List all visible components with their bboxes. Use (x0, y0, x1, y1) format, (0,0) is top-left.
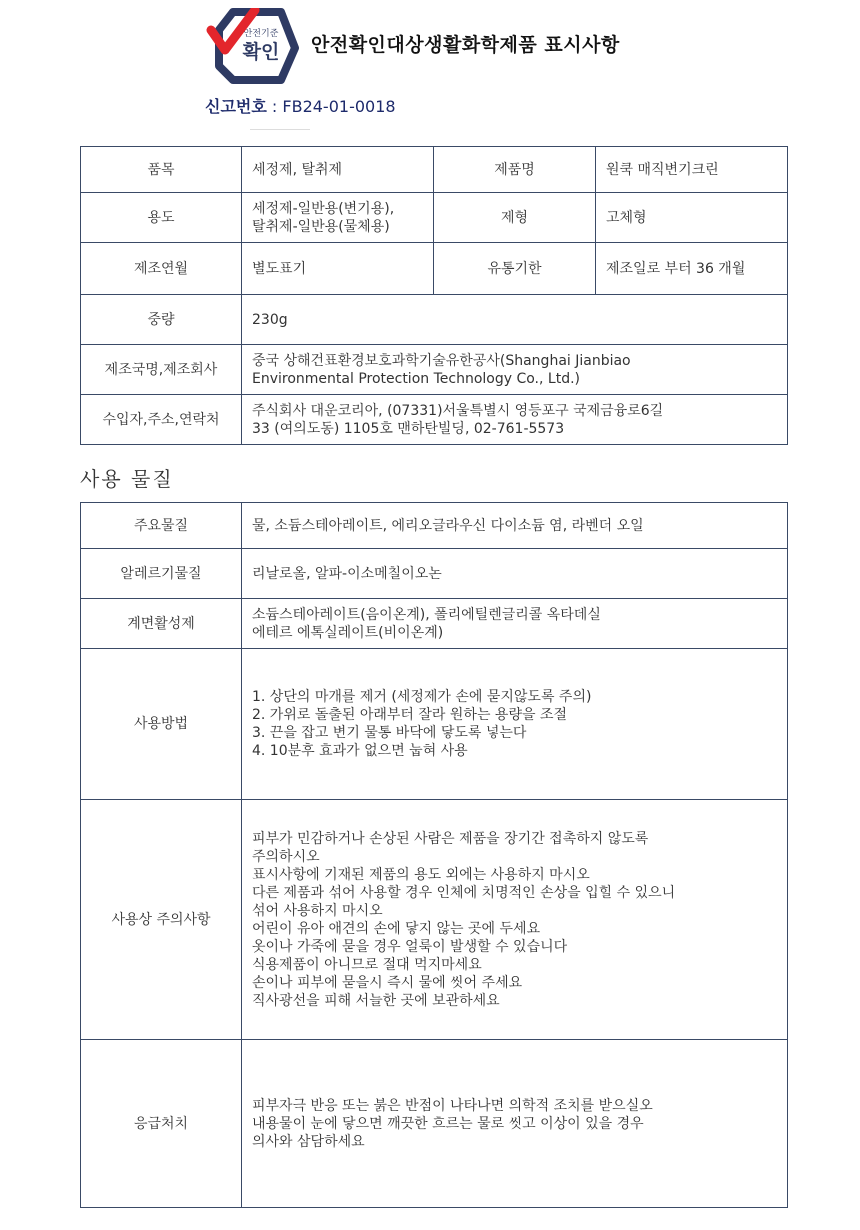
label-expiry: 유통기한 (434, 243, 596, 295)
precautions-line: 다른 제품과 섞어 사용할 경우 인체에 치명적인 손상을 입힐 수 있으니 (252, 884, 676, 901)
table-row (81, 295, 788, 345)
label-surfactants: 계면활성제 (81, 599, 242, 649)
value-allergens (242, 549, 788, 599)
precautions-line: 피부가 민감하거나 손상된 사람은 제품을 장기간 접촉하지 않도록 (252, 830, 649, 847)
label-precautions: 사용상 주의사항 (81, 800, 242, 1040)
directions-line: 4. 10분후 효과가 없으면 눕혀 사용 (252, 743, 468, 759)
table-row (81, 243, 788, 295)
value-form: 고체형 (596, 193, 788, 243)
usage-line: 탈취제-일반용(물체용) (252, 218, 390, 235)
directions-line: 2. 가위로 돌출된 아래부터 잘라 원하는 용량을 조절 (252, 707, 567, 723)
manufacturer-line: Environmental Protection Technology Co., Ltd.) (252, 370, 580, 387)
precautions-line: 식용제품이 아니므로 절대 먹지마세요 (252, 956, 482, 973)
value-first-aid (242, 1040, 788, 1208)
value-importer (242, 395, 788, 445)
main-substances-line: 물, 소듐스테아레이트, 에리오글라우신 다이소듐 염, 라벤더 오일 (252, 517, 644, 534)
value-weight: 230g (242, 295, 788, 345)
logo-big-text: 확인 (242, 41, 280, 63)
label-importer: 수입자,주소,연락처 (81, 395, 242, 445)
label-form: 제형 (434, 193, 596, 243)
first-aid-line: 피부자극 반응 또는 붉은 반점이 나타나면 의학적 조치를 받으실오 (252, 1097, 653, 1114)
precautions-line: 옷이나 가죽에 묻을 경우 얼룩이 발생할 수 있습니다 (252, 938, 568, 955)
table-row (81, 395, 788, 445)
divider-line (250, 129, 310, 130)
label-allergens: 알레르기물질 (81, 549, 242, 599)
label-main-substances: 주요물질 (81, 503, 242, 549)
table-row (81, 549, 788, 599)
value-item: 세정제, 탈취제 (242, 147, 434, 193)
document-title: 안전확인대상생활화학제품 표시사항 (311, 34, 620, 56)
allergens-line: 리날로올, 알파-이소메칠이오논 (252, 565, 442, 582)
directions-line: 1. 상단의 마개를 제거 (세정제가 손에 묻지않도록 주의) (252, 689, 592, 705)
safety-check-logo (205, 8, 305, 84)
directions-line: 3. 끈을 잡고 변기 물통 바닥에 닿도록 넣는다 (252, 725, 527, 741)
value-surfactants (242, 599, 788, 649)
product-info-table (80, 146, 788, 445)
report-number-value: FB24-01-0018 (282, 97, 396, 116)
precautions-line: 손이나 피부에 묻을시 즉시 물에 씻어 주세요 (252, 974, 523, 991)
table-row (81, 147, 788, 193)
precautions-line: 직사광선을 피해 서늘한 곳에 보관하세요 (252, 992, 500, 1009)
report-number-separator: : (266, 97, 283, 116)
value-expiry: 제조일로 부터 36 개월 (596, 243, 788, 295)
surfactants-line: 소듐스테아레이트(음이온계), 폴리에틸렌글리콜 옥타데실 (252, 606, 601, 623)
value-product-name: 원쿡 매직변기크린 (596, 147, 788, 193)
report-number-label: 신고번호 (205, 97, 267, 116)
value-main-substances (242, 503, 788, 549)
label-manufacture-date: 제조연월 (81, 243, 242, 295)
value-directions (242, 649, 788, 800)
precautions-line: 표시사항에 기재된 제품의 용도 외에는 사용하지 마시오 (252, 866, 590, 883)
precautions-line: 어린이 유아 애견의 손에 닿지 않는 곳에 두세요 (252, 920, 541, 937)
label-item: 품목 (81, 147, 242, 193)
label-product-name: 제품명 (434, 147, 596, 193)
surfactants-line: 에테르 에톡실레이트(비이온계) (252, 624, 444, 641)
label-usage: 용도 (81, 193, 242, 243)
manufacturer-line: 중국 상해건표환경보호과학기술유한공사(Shanghai Jianbiao (252, 352, 631, 369)
value-usage (242, 193, 434, 243)
table-row (81, 1040, 788, 1208)
usage-line: 세정제-일반용(변기용), (252, 200, 395, 217)
table-row (81, 345, 788, 395)
label-weight: 중량 (81, 295, 242, 345)
table-row (81, 800, 788, 1040)
safety-check-badge-icon (205, 8, 305, 84)
table-row (81, 599, 788, 649)
value-precautions (242, 800, 788, 1040)
first-aid-line: 내용물이 눈에 닿으면 깨끗한 흐르는 물로 씻고 이상이 있을 경우 (252, 1115, 644, 1132)
substances-table (80, 502, 788, 1208)
label-manufacturer: 제조국명,제조회사 (81, 345, 242, 395)
table-row (81, 649, 788, 800)
precautions-line: 섞어 사용하지 마시오 (252, 902, 383, 919)
section-title-substances: 사용 물질 (80, 467, 174, 491)
value-manufacturer (242, 345, 788, 395)
report-number (205, 94, 396, 117)
logo-small-text: 안전기준 (243, 29, 279, 39)
label-first-aid: 응급처치 (81, 1040, 242, 1208)
importer-line: 33 (여의도동) 1105호 맨하탄빌딩, 02-761-5573 (252, 420, 565, 437)
table-row (81, 193, 788, 243)
page-header (205, 8, 765, 84)
table-row (81, 503, 788, 549)
label-directions: 사용방법 (81, 649, 242, 800)
precautions-line: 주의하시오 (252, 848, 320, 865)
value-manufacture-date: 별도표기 (242, 243, 434, 295)
first-aid-line: 의사와 삼담하세요 (252, 1133, 365, 1150)
importer-line: 주식회사 대운코리아, (07331)서울특별시 영등포구 국제금융로6길 (252, 402, 664, 419)
